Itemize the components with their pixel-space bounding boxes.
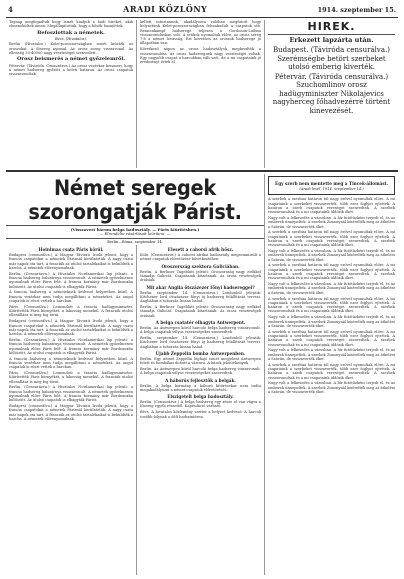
article-headline: Újabb Zeppelin bomba Antwerpenben. — [155, 350, 246, 356]
article-headline: A belga csatatér elhagyta Antwerpent. — [155, 319, 246, 325]
divider — [6, 225, 264, 226]
lower-columns — [6, 245, 264, 575]
main-headline: Német seregek szorongatják Párist. — [28, 176, 242, 224]
article-headline: Hoinlmas csata Páris körül. — [38, 247, 104, 253]
article-body: Budapest (censurálva.) A Magyar Távirati Iroda jelenti, hogy a francia csapatokat a németek Párisnál körülzárták. A nagy csata már napok óta tart. A franciák az utolsó tartalékaikat is beküldték a harcba. A németek előrenyomulnak. — [9, 404, 133, 421]
article-body: Páris. (Censurálva.) Lemondott a francia hadügyminiszter. Kiürítették Páris környékét, a lakosság menekül. A franciák utolsó ellenállása is meg fog törni. — [9, 304, 133, 318]
top-section — [6, 20, 398, 168]
top-col-1 — [6, 20, 136, 168]
article-body: Nagy volt a lelkesedés a városban. A hír futótűzként terjedt el, és az emberek ünnepeltek. A szerbek Zimonynál kísérelték meg az átkelést a Száván, de visszaverték őket. — [268, 249, 395, 262]
box-subtitle: (Aradi levél, 1914. szeptember 14.) — [299, 187, 364, 191]
article-body: Budapest (censurálva.) A Magyar Távirati Iroda jelenti, hogy a francia csapatokat a németek Párisnál körülzárták. A nagy csata már napok óta tart. A franciák az utolsó tartalékaikat is beküldték a harcba. A németek előrenyomulnak. — [9, 253, 133, 270]
headline-dateline: Berlin—Róma, szeptember 14. — [107, 239, 163, 244]
box-title: Egy szerb nem mentette meg a Tincek-állomást. — [275, 181, 388, 186]
news-section-title: HIREK. — [307, 20, 356, 33]
right-column — [264, 174, 398, 575]
article-body: Berlin. (Censurázva.) A belga hadsereg egy része el van vágva a fősereg egyéb részeitől. Kapituláció várható. — [140, 400, 261, 409]
lower-col-b — [136, 245, 264, 575]
article-body: Köln. (Censurázva.) A cahorsi afrikai hadosztály megsemmisült a német csapatok előretörése következtében. — [140, 253, 261, 262]
article-body: Berlin. Az Antwerpen körül harcoló belga hadsereg visszavonult. A belga csapatok súlyos veszteségeket szenvedtek. — [140, 366, 261, 376]
article-body: A francia hadsereg a németeknek kedvező helyzetben küzd. A francia vezérkar nem tudja megállítani a németeket. Az angol csapatok is részt vettek a harcban. — [9, 356, 133, 370]
article-body: Berlin. (Censurázva.) A Hivatalos Nordamerikai lap jelenti: a francia hadsereg balszárnya visszavonult. A németek győzelmesen nyomulnak előre Páris felé. A francia kormány már Bordeauxba költözött. Az utolsó csapatok is elhagyták Párist. — [9, 271, 133, 289]
boxed-article — [268, 176, 395, 195]
article-body: Berlin, szeptember 14. (Censurázva.) Londonból jelentik: Kitchener lord ötszázezer főnyi új hadsereg felállítását tervezi. Angliában a toborzás lassan halad. — [140, 290, 261, 304]
article-body: Berlin. A belga kormány a háború kitörésekor nem tudta megakadályozni a német csapatok előretörését. — [140, 383, 261, 392]
headline-subdeck: — Elrendelte vásárlásait kiüríteni. — — [99, 231, 171, 236]
paper-name: ARADI KÖZLÖNY — [123, 4, 208, 14]
article-headline: Orosz beismerés a német győzelemről. — [16, 56, 125, 63]
article-body: A szerbek a szerbiai határon túl nagy erővel nyomultak előre. A mi csapataink a szerbeket visszaverték, több ezer foglyot ejtettek. A határon a szerb csapatok vereséget szenvedtek. A szerbek visszavonultak és a mi csapataink üldözik őket. — [268, 329, 395, 347]
masthead — [6, 4, 398, 18]
article-body: Nagy volt a lelkesedés a városban. A hír futótűzként terjedt el, és az emberek ünnepeltek. A szerbek Zimonynál kísérelték meg az átkelést a Száván, de visszaverték őket. — [268, 381, 395, 394]
article-body: A szerbek a szerbiai határon túl nagy erővel nyomultak előre. A mi csapataink a szerbeket visszaverték, több ezer foglyot ejtettek. A határon a szerb csapatok vereséget szenvedtek. A szerbek visszavonultak és a mi csapataink üldözik őket. — [268, 263, 395, 281]
article-body: A szerbek a szerbiai határon túl nagy erővel nyomultak előre. A mi csapataink a szerbeket visszaverték, több ezer foglyot ejtettek. A határon a szerb csapatok vereséget szenvedtek. A szerbek visszavonultak és a mi csapataink üldözik őket. — [268, 296, 395, 314]
article-body: Berlin. Egy német Zeppelin léghajó ismét megjelent Antwerpen felett és bombákat dobott a városra. A károk jelentékenyek. — [140, 356, 261, 366]
article-body: Nagy volt a lelkesedés a városban. A hír futótűzként terjedt el, és az emberek ünnepeltek. A szerbek Zimonynál kísérelték meg az átkelést a Száván, de visszaverték őket. — [268, 282, 395, 295]
article-body: Nagy volt a lelkesedés a városban. A hír futótűzként terjedt el, és az emberek ünnepeltek. A szerbek Zimonynál kísérelték meg az átkelést a Száván, de visszaverték őket. — [268, 215, 395, 229]
article-body: Pétervár. (Táviróda. Censurázva.) Az orosz vezérkar beismeri, hogy a német hadsereg győzött a keleti határon. Az orosz csapatok visszavonultak. — [9, 63, 133, 77]
article-body: Nagy volt a lelkesedés a városban. A hír futótűzként terjedt el, és az emberek ünnepeltek. A szerbek Zimonynál kísérelték meg az átkelést a Száván, de visszaverték őket. — [268, 315, 395, 328]
article-headline: Elszigetelt belga hadosztály. — [167, 394, 234, 400]
news-lead: Erkezett lapzárta után. — [289, 36, 374, 44]
article-body: A szerbek a szerbiai határon túl nagy erővel nyomultak előre. A mi csapataink a szerbeket visszaverték, több ezer foglyot ejtettek. A határon a szerb csapatok vereséget szenvedtek. A szerbek visszavonultak és a mi csapataink üldözik őket. — [268, 197, 395, 215]
article-body: Berlin. Az Antwerpen körül harcoló belga hadsereg visszavonult. A belga csapatok súlyos veszteségeket szenvedtek. — [140, 325, 261, 335]
article-body: Berlin. A Berliner Tageblatt jelenti: Oroszország nagy erőkkel támadja Galiciát. Csapataink kitartanak. Az orosz veszteségek óriásiak. — [140, 269, 261, 283]
page-number: 4 — [8, 5, 13, 14]
article-body: Budapest (censurálva.) A Magyar Távirati Iroda jelenti, hogy a francia csapatokat a németek Párisnál körülzárták. A nagy csata már napok óta tart. A franciák az utolsó tartalékaikat is beküldték a harcba. A németek előrenyomulnak. — [9, 319, 133, 337]
news-item: Budapest. (Táviróda censurálva.) Szerémségbe betört szerbeket utolsó emberig kiverték. — [273, 46, 390, 71]
lower-col-a — [6, 245, 136, 575]
article-body: A szerbek a szerbiai határon túl nagy erővel nyomultak előre. A mi csapataink a szerbeket visszaverték, több ezer foglyot ejtettek. A határon a szerb csapatok vereséget szenvedtek. A szerbek visszavonultak és a mi csapataink üldözik őket. — [268, 362, 395, 380]
divider — [268, 34, 395, 35]
divider — [6, 170, 398, 172]
article-body: Bécs. A hivatalos közlemény szerint a helyzet kedvező. A harcok tovább folynak a déli hadszíntéren. — [140, 410, 261, 419]
issue-date: 1914. szeptember 15. — [317, 6, 396, 14]
headline-block — [6, 174, 264, 575]
article-headline: Oroszország szektora Galiciában. — [161, 263, 240, 269]
article-dateline: Bécs, (Hivatalos). — [54, 37, 88, 42]
article-body: Berlin (Hivatalos.) Kelet-poroszországban ismét kiűzték az oroszokat. A fősereg nyomul. Az orosz sereg visszavonul. Az ellenség 30-40000 nagy veszteséget szenvedett. — [9, 42, 133, 55]
article-body: Berlin, szeptember 14. (Censurázva.) Londonból jelentik: Kitchener lord ötszázezer főnyi új hadsereg felállítását tervezi. Angliában a toborzás lassan halad. — [140, 335, 261, 349]
top-col-3-news — [264, 20, 398, 168]
article-headline: Mit akar Anglia ötszázezer főnyi hadsereggel? — [146, 284, 255, 290]
article-body: Berlin. (Censurázva.) A Hivatalos Nordamerikai lap jelenti: a francia hadsereg balszárnya visszavonult. A németek győzelmesen nyomulnak előre Páris felé. A francia kormány már Bordeauxba költözött. Az utolsó csapatok is elhagyták Párist. — [9, 385, 133, 403]
article-body: kellett inteztanunk, akadályozva valóban megfutott hogy helyzetünk Kelet-poroszországban felszabadult a csapatok stb. Rennenkampf hadserege teljesen a Gordonon-Luiban visszavonulásban volt. A svábok nyomultak előre, az orosz sereg 7-8 a német lovasság. Ezt követően az oroszok hadserege jó állapotban van. — [140, 20, 261, 46]
article-headline: Befoszlottak a németek. — [37, 29, 105, 36]
divider — [6, 238, 264, 239]
article-body: Berlin. (Censurázva.) A Hivatalos Nordamerikai lap jelenti: a francia hadsereg balszárnya visszavonult. A németek győzelmesen nyomulnak előre Páris felé. A francia kormány már Bordeauxba költözött. Az utolsó csapatok is elhagyták Párist. — [9, 337, 133, 355]
article-headline: Elesett a cahorsi afrik hősz. — [167, 247, 234, 253]
newspaper-page — [6, 4, 398, 575]
news-item: Pétervár. (Táviróda censurálva.) Szuchomlinov orosz hadügyminiszter Nikolajevics nagyherceg főhadvezérré történt kinevezését. — [272, 72, 391, 115]
article-body: Nagy volt a lelkesedés a városban. A hír futótűzként terjedt el, és az emberek ünnepeltek. A szerbek Zimonynál kísérelték meg az átkelést a Száván, de visszaverték őket. — [268, 348, 395, 361]
middle-section — [6, 174, 398, 575]
headline-deck: (Visszavert három belga hadosztály. — Páris kiürítésben.) — [70, 227, 200, 232]
article-body: Következő napon az orosz hadosztályok megkezdték a visszavonulást. Az orosz hadseregnek nagy veszteségei voltak. Egy nagyobb csapat a harcokban vált szét, de a mi csapataink jó eredményt értek el. — [140, 47, 261, 65]
article-body: A francia hadsereg a németeknek kedvező helyzetben küzd. A francia vezérkar nem tudja megállítani a németeket. Az angol csapatok is részt vettek a harcban. — [9, 290, 133, 304]
top-col-2 — [136, 20, 264, 168]
article-body: Berlin. A Berliner Tageblatt jelenti: Oroszország nagy erőkkel támadja Galiciát. Csapataink kitartanak. Az orosz veszteségek óriásiak. — [140, 304, 261, 318]
intro-text: Tegnap megfogadtuk hogy ismét kiadjuk a hadi híreket, akik elmenekültek innen. Megállapították, hogy a hősök hazajöttek. — [9, 20, 133, 29]
article-headline: A háborús fejlesztők a belgák. — [165, 377, 236, 383]
article-body: Páris. (Censurálva.) Lemondott a francia hadügyminiszter. Kiürítették Páris környékét, a lakosság menekül. A franciák utolsó ellenállása is meg fog törni. — [9, 371, 133, 384]
article-body: A szerbek a szerbiai határon túl nagy erővel nyomultak előre. A mi csapataink a szerbeket visszaverték, több ezer foglyot ejtettek. A határon a szerb csapatok vereséget szenvedtek. A szerbek visszavonultak és a mi csapataink üldözik őket. — [268, 230, 395, 248]
